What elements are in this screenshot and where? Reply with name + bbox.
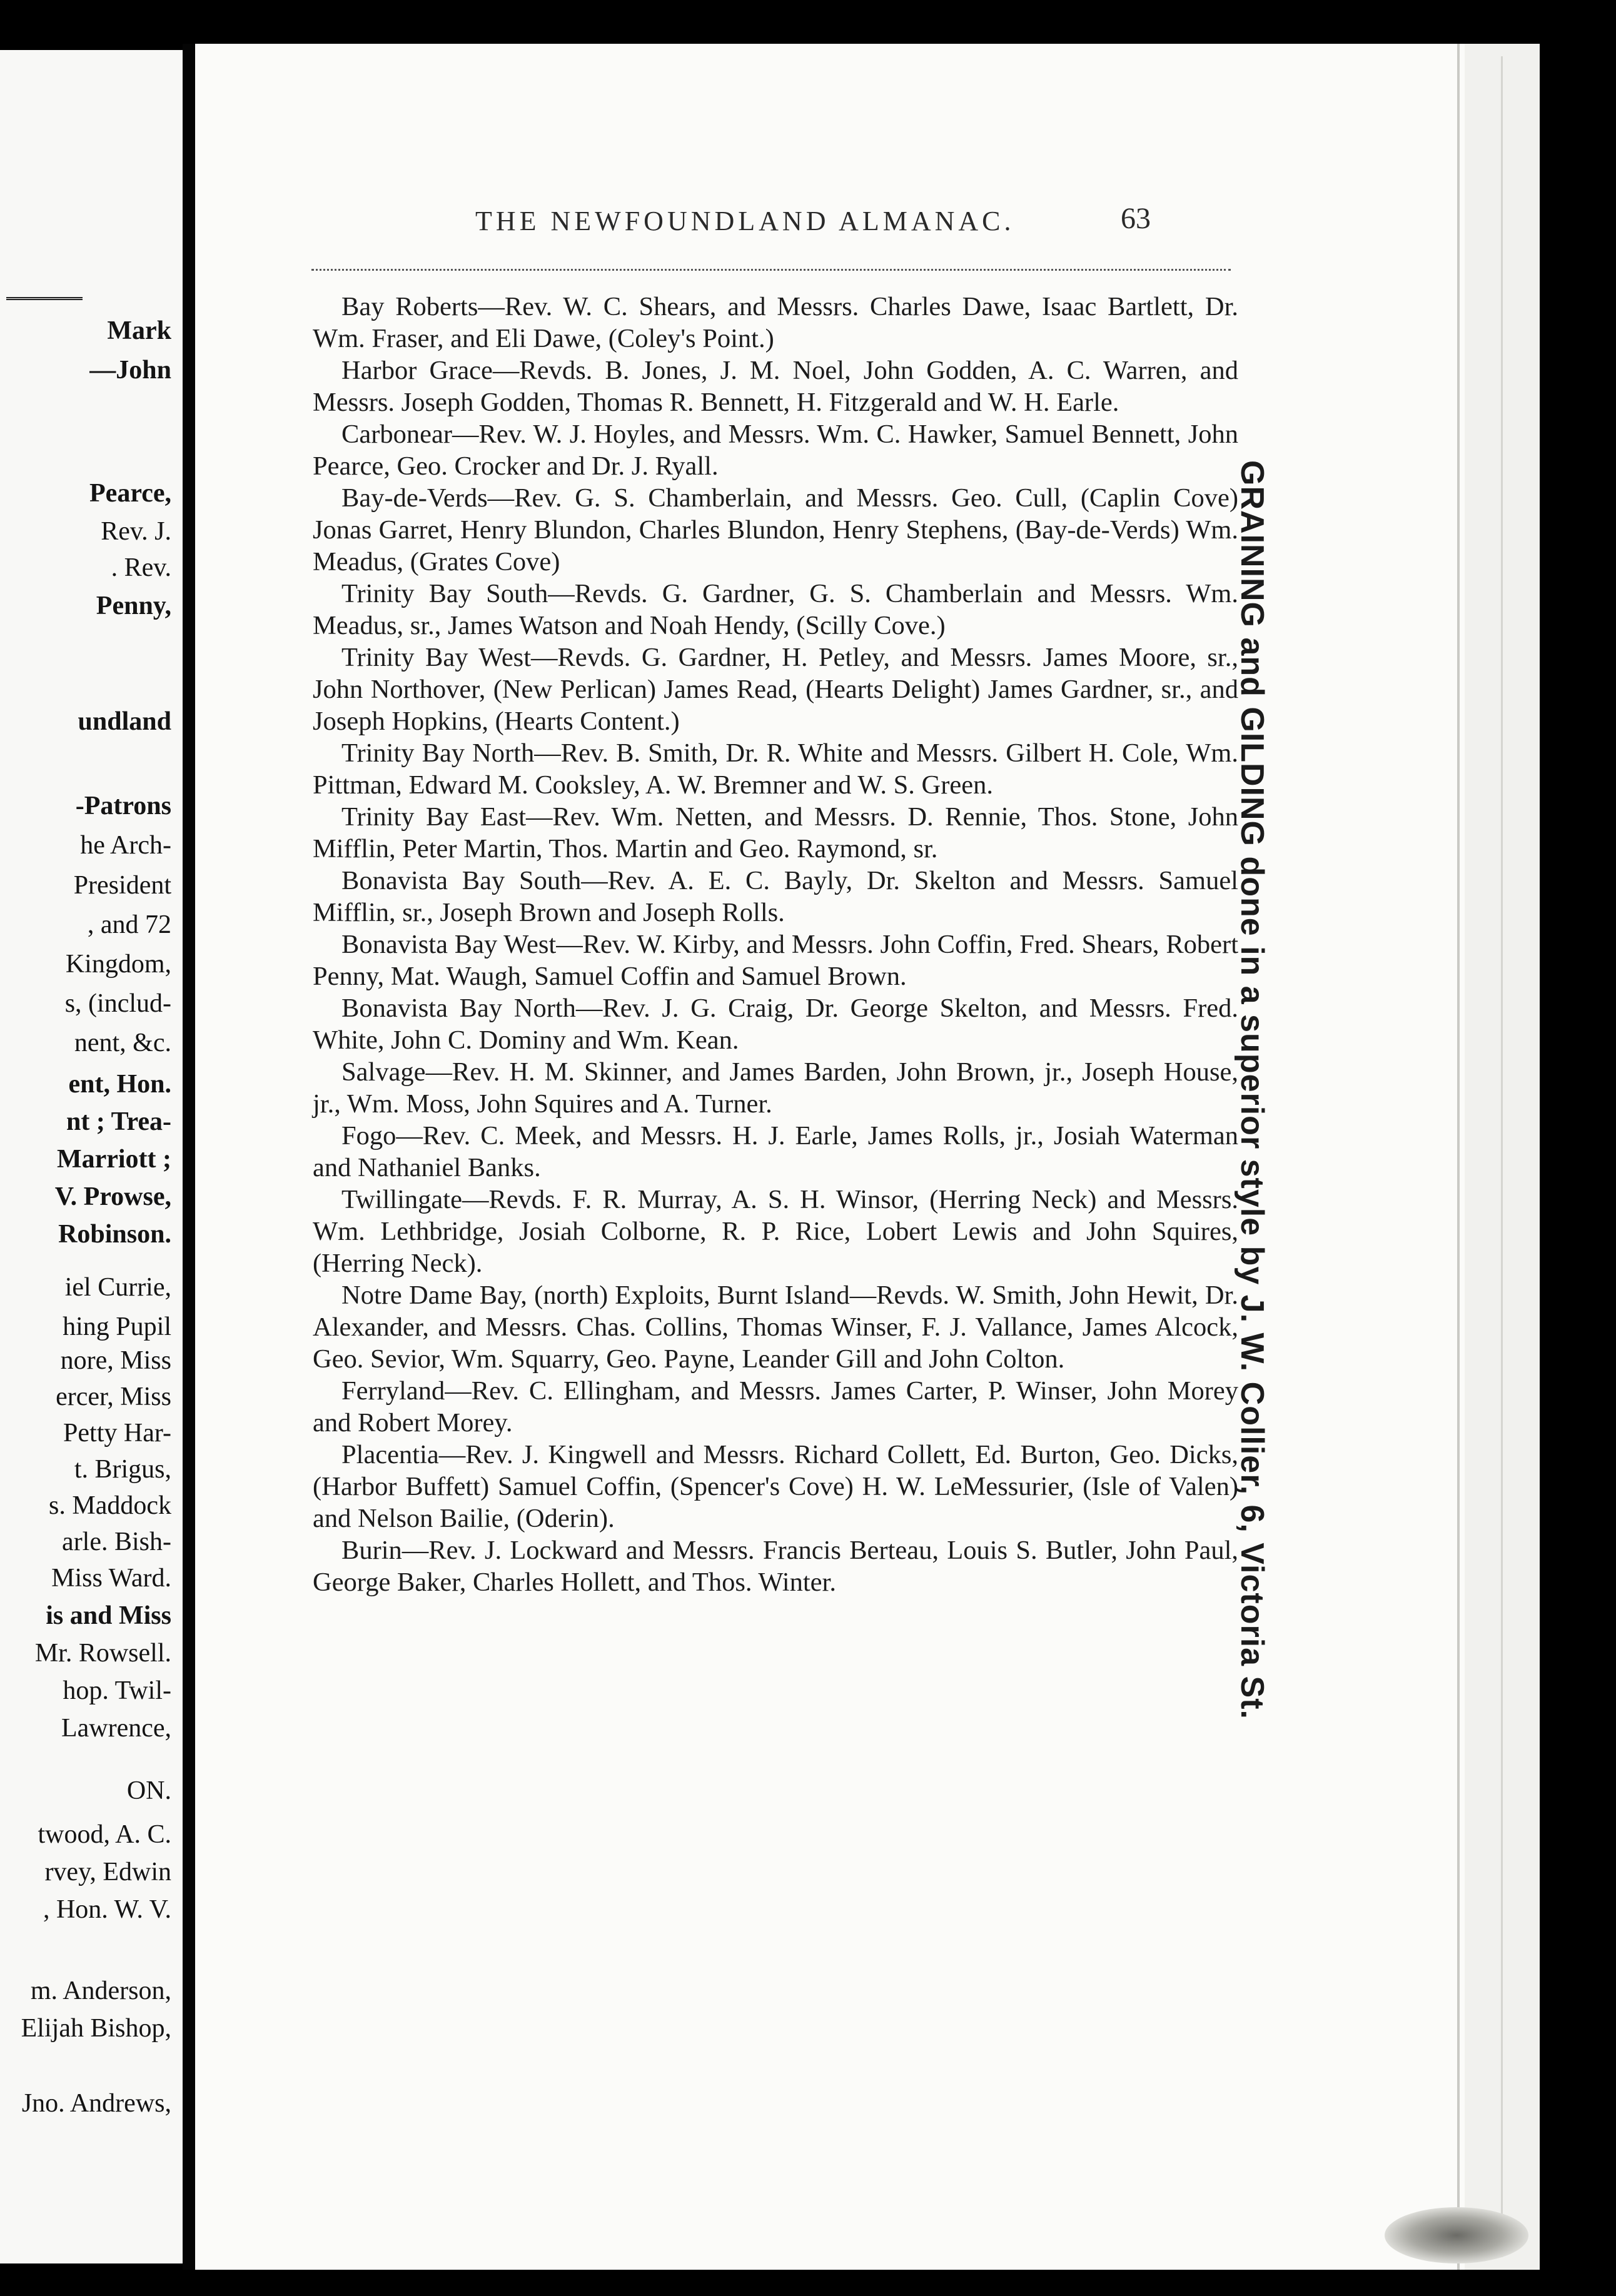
ink-smudge [1385,2207,1528,2263]
list-entry: Ferryland—Rev. C. Ellingham, and Messrs. James Carter, P. Winser, John Morey and Robert Morey. [313,1376,1238,1438]
left-page-line: , Hon. W. V. [43,1895,171,1924]
list-entry: Bonavista Bay North—Rev. J. G. Craig, Dr. George Skelton, and Messrs. Fred. White, John C. Dominy and Wm. Kean. [313,994,1238,1055]
left-page-line: s, (includ- [64,989,171,1018]
left-page-line: Jno. Andrews, [21,2089,171,2118]
list-entry: Trinity Bay South—Revds. G. Gardner, G. S. Chamberlain and Messrs. Wm. Meadus, sr., James Watson and Noah Hendy, (Scilly Cove.) [313,579,1238,640]
list-entry: Notre Dame Bay, (north) Exploits, Burnt Island—Revds. W. Smith, John Hewit, Dr. Alexander, and Messrs. Chas. Collins, Thomas Winser, F. J. Vallance, James Alcock, Geo. Sevior, Wm. Squarry, Geo. Payne, Leander Gill and John Colton. [313,1281,1238,1374]
left-page-line: Mr. Rowsell. [34,1639,171,1668]
left-page-line: rvey, Edwin [44,1858,171,1886]
left-page-line: -Patrons [75,792,171,820]
left-page-line: is and Miss [46,1601,171,1630]
running-head-title: THE NEWFOUNDLAND ALMANAC. [475,206,1015,236]
list-entry: Harbor Grace—Revds. B. Jones, J. M. Noel, John Godden, A. C. Warren, and Messrs. Joseph Godden, Thomas R. Bennett, H. Fitzgerald and W. H. Earle. [313,356,1238,417]
left-page-line: arle. Bish- [62,1528,171,1556]
left-page-line: , and 72 [87,910,171,939]
left-page-line: nt ; Trea- [66,1107,171,1136]
committee-list [313,291,1238,1598]
left-page-line: nent, &c. [74,1029,171,1057]
list-entry: Burin—Rev. J. Lockward and Messrs. Francis Berteau, Louis S. Butler, John Paul, George Baker, Charles Hollett, and Thos. Winter. [313,1536,1238,1597]
list-entry: Twillingate—Revds. F. R. Murray, A. S. H. Winsor, (Herring Neck) and Messrs. Wm. Lethbridge, Josiah Colborne, R. P. Rice, Lobert Lewis and John Squires, (Herring Neck). [313,1185,1238,1278]
left-page-line: President [73,871,171,900]
left-page-line: —John [89,356,171,385]
left-page-line: Penny, [96,592,171,620]
page-edge-line [1501,56,1503,2257]
left-page-line: he Arch- [80,831,171,860]
left-page-line: ent, Hon. [68,1070,171,1099]
left-page-line: Miss Ward. [51,1564,171,1593]
left-page-rule [6,297,83,300]
list-entry: Bay-de-Verds—Rev. G. S. Chamberlain, and Messrs. Geo. Cull, (Caplin Cove) Jonas Garret, Henry Blundon, Charles Blundon, Henry Stephens, (Bay-de-Verds) Wm. Meadus, (Grates Cove) [313,483,1238,577]
previous-page-fragment [0,50,183,2263]
book-gutter [183,44,195,2270]
left-page-line: nore, Miss [60,1346,171,1375]
left-page-line: t. Brigus, [74,1455,171,1484]
left-page-line: Rev. J. [101,517,171,546]
list-entry: Placentia—Rev. J. Kingwell and Messrs. Richard Collett, Ed. Burton, Geo. Dicks, (Harbor Buffett) Samuel Coffin, (Spencer's Cove) H. W. LeMessurier, (Isle of Valen) and Nelson Bailie, (Oderin). [313,1440,1238,1533]
list-entry: Bay Roberts—Rev. W. C. Shears, and Messrs. Charles Dawe, Isaac Bartlett, Dr. Wm. Fraser, and Eli Dawe, (Coley's Point.) [313,292,1238,353]
list-entry: Trinity Bay North—Rev. B. Smith, Dr. R. White and Messrs. Gilbert H. Cole, Wm. Pittman, Edward M. Cooksley, A. W. Bremner and W. S. Green. [313,738,1238,800]
list-entry: Bonavista Bay West—Rev. W. Kirby, and Messrs. John Coffin, Fred. Shears, Robert Penny, Mat. Waugh, Samuel Coffin and Samuel Brown. [313,930,1238,991]
list-entry: Salvage—Rev. H. M. Skinner, and James Barden, John Brown, jr., Joseph House, jr., Wm. Moss, John Squires and A. Turner. [313,1057,1238,1119]
advertisement-text: GRAINING and GILDING done in a superior style by J. W. Collier, 6, Victoria St. [1234,460,1270,1719]
left-page-line: hop. Twil- [63,1676,171,1705]
left-page-line: Petty Har- [63,1419,171,1448]
left-page-line: hing Pupil [63,1312,171,1341]
left-page-line: V. Prowse, [54,1182,171,1211]
left-page-line: undland [78,707,171,736]
page-edge-line [1457,44,1460,2270]
left-page-line: Kingdom, [65,950,171,979]
page-number: 63 [1121,202,1151,235]
list-entry: Fogo—Rev. C. Meek, and Messrs. H. J. Earle, James Rolls, jr., Josiah Waterman and Nathaniel Banks. [313,1121,1238,1182]
left-page-line: Elijah Bishop, [21,2014,171,2043]
left-page-line: iel Currie, [64,1273,171,1302]
list-entry: Trinity Bay West—Revds. G. Gardner, H. Petley, and Messrs. James Moore, sr., John Northover, (New Perlican) James Read, (Hearts Delight) James Gardner, sr., and Joseph Hopkins, (Hearts Content.) [313,643,1238,736]
running-head [275,188,1151,238]
left-page-line: m. Anderson, [30,1976,171,2005]
list-entry: Carbonear—Rev. W. J. Hoyles, and Messrs. Wm. C. Hawker, Samuel Bennett, John Pearce, Geo. Crocker and Dr. J. Ryall. [313,420,1238,481]
left-page-line: Pearce, [89,479,171,508]
left-page-line: Marriott ; [56,1145,171,1174]
left-page-line: Lawrence, [61,1714,171,1743]
list-entry: Trinity Bay East—Rev. Wm. Netten, and Messrs. D. Rennie, Thos. Stone, John Mifflin, Peter Martin, Thos. Martin and Geo. Raymond, sr. [313,802,1238,864]
left-page-line: Mark [107,316,171,345]
left-page-line: ON. [126,1776,171,1805]
left-page-line: s. Maddock [49,1491,171,1520]
margin-advertisement [1227,218,1277,1962]
left-page-line: twood, A. C. [38,1820,171,1849]
left-page-line: Robinson. [58,1220,171,1249]
left-page-line: . Rev. [111,553,171,582]
left-page-line: ercer, Miss [56,1382,171,1411]
list-entry: Bonavista Bay South—Rev. A. E. C. Bayly, Dr. Skelton and Messrs. Samuel Mifflin, sr., Joseph Brown and Joseph Rolls. [313,866,1238,927]
header-rule [311,269,1231,271]
